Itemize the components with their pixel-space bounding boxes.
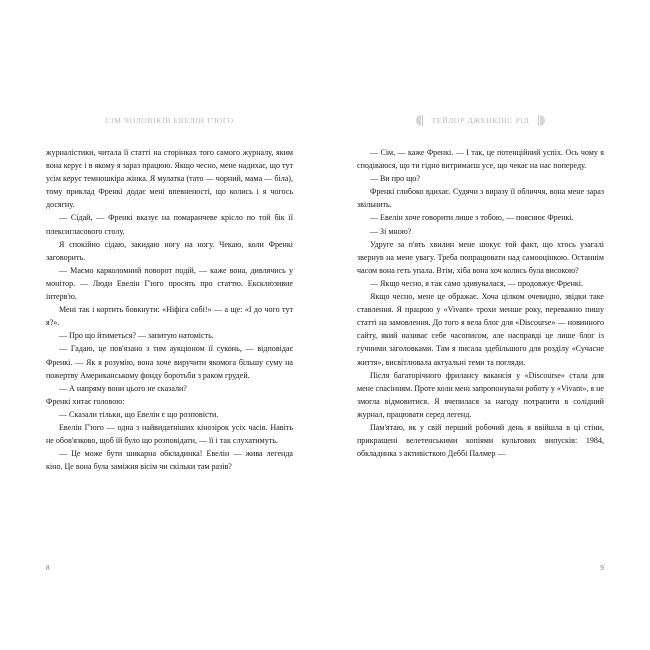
page-left — [0, 112, 325, 572]
paragraph: — Маємо карколомний поворот подій, — каже вона, дивлячись у монітор. — Люди Евелін Г'юго просять про статтю. Ексклюзивне інтерв'ю. — [46, 265, 293, 302]
running-head-right-text: ТЕЙЛОР ДЖЕНКІНС РІД — [431, 115, 530, 125]
paragraph: Евелін Г'юго — одна з найвидатніших кінозірок усіх часів. Навіть не обов'язково, щоб їй було що розповідати, — її і так слухатимуть. — [46, 422, 293, 446]
paragraph: Удруге за п'ять хвилин мене шокує той факт, що хтось узагалі звернув на мене увагу. Треба попрацювати над самооцінкою. Останнім часом вона геть упала. Втім, хіба вона хоч колись була високою? — [357, 239, 604, 275]
paragraph: — Якщо чесно, я так само здивувалася, — продовжує Френкі. — [370, 278, 584, 288]
paragraph: — Про що йтиметься? — запитую натомість. — [59, 331, 214, 341]
paragraph: Френкі хитає головою: — [46, 396, 125, 406]
half-circle-ornament-icon — [538, 115, 545, 126]
paragraph: — Це може бути шикарна обкладинка! Евелін — жива легенда кіно. Це вона була заміжня вісім чи скільки там разів? — [46, 449, 293, 472]
paragraph: — Ви про що? — [370, 174, 420, 184]
body-text-left — [46, 146, 293, 473]
running-head-left — [46, 112, 293, 128]
paragraph: журналістики, читала її статті на сторінках того самого журналу, яким вона керує і в якому я зараз працюю. Якщо чесно, мене надихає, що тут усім керує темношкіра жінка. Я мулатка (тато — чорний, мама — біла), тому приклад Френкі додає мені впевненості, що колись і я чогось досягну. — [46, 148, 293, 210]
paragraph: Пам'ятаю, як у свій перший робочий день я ввійшла в ці стіни, прикрашені велетенськими копіями культових випусків: 1984, обкладинка з активісткою Деббі Палмер — — [357, 422, 604, 459]
page-number-left: 8 — [46, 564, 50, 572]
running-head-left-text: СІМ ЧОЛОВІКІВ ЕВЕЛІН Г'ЮГО — [105, 115, 234, 125]
paragraph: — Гадаю, це пов'язано з тим аукціоном її суконь, — відповідає Френкі. — Як я розумію, вона хоче виручити якомога більшу суму на пожертву Американському фонду боротьби з раком грудей. — [46, 344, 293, 380]
paragraph: Після багаторічного фрилансу вакансія у «Discourse» стала для мене спасінням. Проте коли мені запропонували роботу у «Vivant», я не змогла відмовитися. Я вчепилася за нагоду потрапити в солідний журнал, працювати серед легенд. — [357, 370, 605, 419]
paragraph: Якщо чесно, мене це ображає. Хоча цілком очевидно, звідки таке ставлення. Я працюю у «Vivant» трохи менше року, переважно пишу статті на замовлення. До того я вела блог для «Discourse» — новинного сайту, який називає себе часописом, але насправді це лише блог із гучними заголовками. Там я писала здебільшого для розділу «Сучасне життя», висвітлювала актуальні теми та погляди. — [357, 292, 604, 367]
paragraph: Мені так і кортить бовкнути: «Ніфіга собі!» — а ще: «І до чого тут я?». — [46, 305, 293, 328]
paragraph: — Евелін хоче говорити лише з тобою, — пояснює Френкі. — [370, 213, 574, 223]
paragraph: — Сім, — каже Френкі. — І так, це потенційний успіх. Ось чому я сподіваюся, що ти гідно витримаєш усе, що чекає на нас попереду. — [357, 148, 604, 171]
page-right — [325, 112, 650, 572]
body-text-right — [357, 146, 604, 460]
paragraph: — Сказали тільки, що Евелін є що розповісти. — [59, 409, 219, 419]
paragraph: — Сідай, — Френкі вказує на помаранчеве крісло по той бік її плексигласового столу. — [46, 213, 293, 236]
paragraph: Френкі глибоко вдихає. Судячи з виразу її обличчя, вона мене зараз звільнить. — [357, 187, 604, 210]
paragraph: — А напряму вони цього не сказали? — [59, 383, 187, 393]
paragraph: — Зі мною? — [370, 226, 412, 236]
half-circle-ornament-icon — [416, 115, 423, 126]
page-number-right: 9 — [600, 564, 604, 572]
paragraph: Я спокійно сідаю, закидаю ногу на ногу. Чекаю, коли Френкі заговорить. — [46, 239, 293, 262]
running-head-right — [357, 112, 604, 128]
